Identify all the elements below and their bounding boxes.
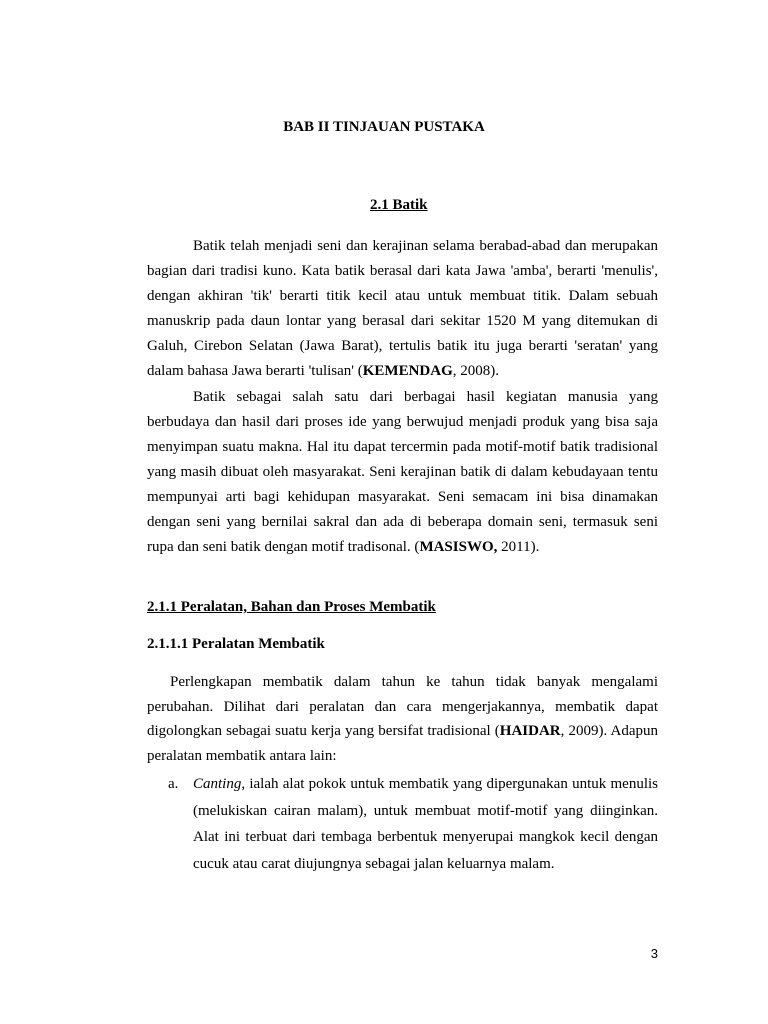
paragraph-text: Batik sebagai salah satu dari berbagai hasil kegiatan manusia yang berbudaya dan hasil dari proses ide yang berwujud menjadi produk yang bisa saja menyimpan suatu makna. Hal itu dapat tercermin pada motif-motif batik tradisional yang masih dibuat oleh masyarakat. Seni kerajinan batik di dalam kebudayaan tentu mempunyai arti bagi kehidupan masyarakat. Seni semacam ini bisa dinamakan dengan seni yang bernilai sakral dan ada di beberapa domain seni, termasuk seni rupa dan seni batik dengan motif tradisonal. ( [147, 389, 658, 555]
paragraph-text: Perlengkapan membatik dalam tahun ke tahun tidak banyak mengalami perubahan. Dilihat dari peralatan dan cara mengerjakannya, membatik dapat digolongkan sebagai suatu kerja yang bersifat tradisional ( [147, 674, 658, 739]
chapter-title: BAB II TINJAUAN PUSTAKA [283, 119, 485, 135]
list-term: Canting [193, 776, 242, 792]
paragraph-text: , 2008). [452, 363, 499, 379]
list-item-body [193, 771, 658, 877]
section-title: 2.1 Batik [370, 197, 428, 213]
list-marker: a. [168, 776, 179, 792]
paragraph-text: 2011). [497, 539, 540, 555]
citation: MASISWO, [419, 539, 498, 555]
paragraph-batik-history [147, 234, 658, 384]
subsection-title: 2.1.1 Peralatan, Bahan dan Proses Membatik [147, 599, 436, 615]
paragraph-text: Batik telah menjadi seni dan kerajinan selama berabad-abad dan merupakan bagian dari tradisi kuno. Kata batik berasal dari kata Jawa 'amba', berarti 'menulis', dengan akhiran 'tik' berarti titik kecil atau untuk membuat titik. Dalam sebuah manuskrip pada daun lontar yang berasal dari sekitar 1520 M yang ditemukan di Galuh, Cirebon Selatan (Jawa Barat), tertulis batik itu juga berarti 'seratan' yang dalam bahasa Jawa berarti 'tulisan' ( [147, 238, 658, 379]
paragraph-batik-culture [147, 385, 658, 560]
page-number: 3 [650, 946, 658, 961]
list-item [168, 771, 658, 877]
citation: HAIDAR [499, 723, 561, 739]
paragraph-equipment [147, 670, 658, 768]
list-text: , ialah alat pokok untuk membatik yang dipergunakan untuk menulis (melukiskan cairan malam), untuk membuat motif-motif yang diinginkan. Alat ini terbuat dari tembaga berbentuk menyerupai mangkok kecil dengan cucuk atau carat diujungnya sebagai jalan keluarnya malam. [193, 776, 658, 872]
citation: KEMENDAG [362, 363, 453, 379]
paragraph-text: , 2009). Adapun peralatan membatik antara lain: [147, 723, 658, 764]
subsubsection-title: 2.1.1.1 Peralatan Membatik [147, 636, 325, 652]
